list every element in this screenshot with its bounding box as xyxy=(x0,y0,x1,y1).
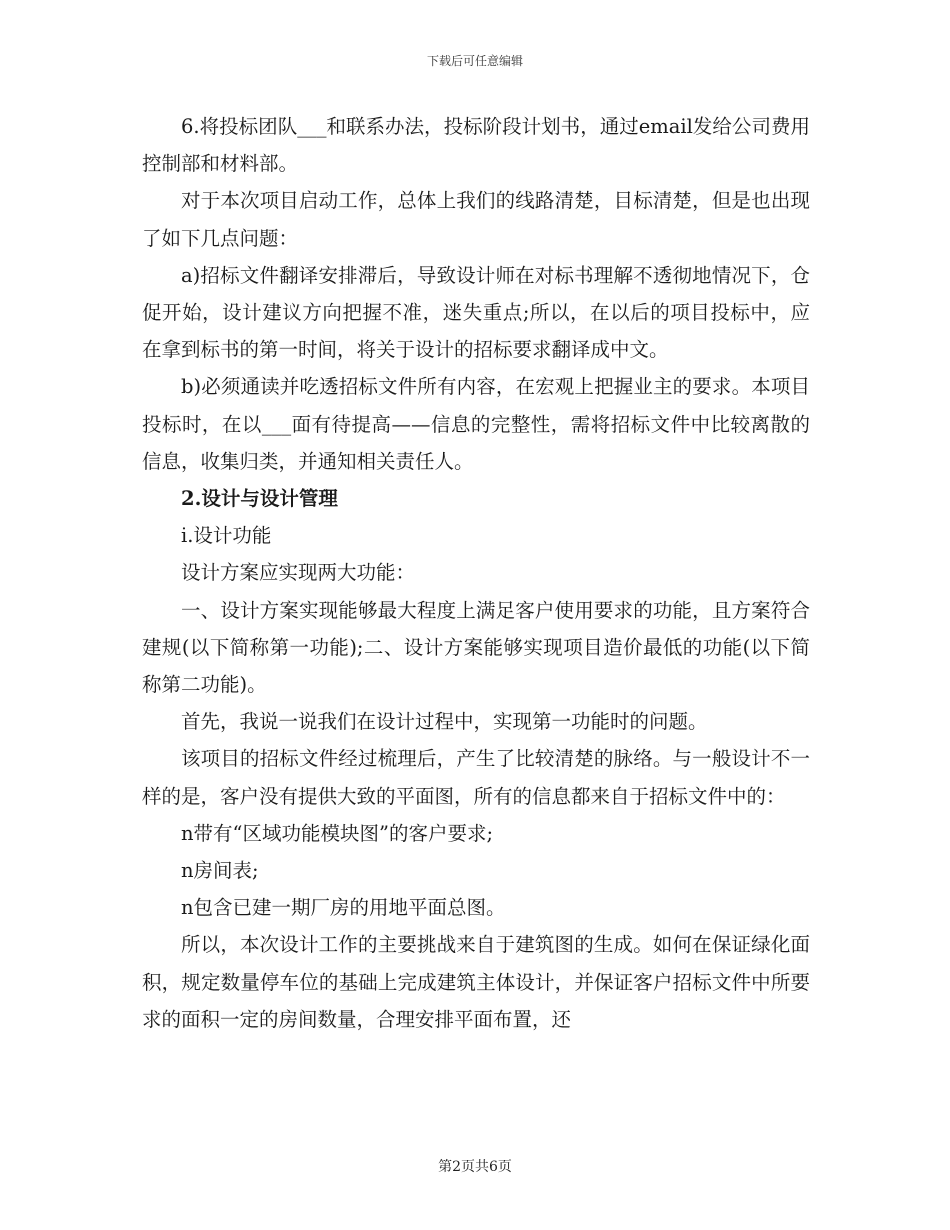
paragraph-two-functions-intro: 设计方案应实现两大功能： xyxy=(181,561,416,585)
paragraph-two-functions: 一、设计方案实现能够最大程度上满足客户使用要求的功能，且方案符合建规(以下简称第一功能);二、设计方案能够实现项目造价最低的功能(以下简称第二功能)。 xyxy=(142,598,810,697)
list-item-room-table: n房间表; xyxy=(181,859,259,883)
paragraph-summary: 对于本次项目启动工作，总体上我们的线路清楚，目标清楚，但是也出现了如下几点问题： xyxy=(142,189,810,250)
paragraph-tender-analysis: 该项目的招标文件经过梳理后，产生了比较清楚的脉络。与一般设计不一样的是，客户没有提供大致的平面图，所有的信息都来自于招标文件中的： xyxy=(142,747,810,808)
list-item-site-plan: n包含已建一期厂房的用地平面总图。 xyxy=(181,896,506,920)
paragraph-step-6: 6.将投标团队___和联系办法，投标阶段计划书，通过email发给公司费用控制部和材料部。 xyxy=(142,115,810,176)
paragraph-first-function-issues: 首先，我说一说我们在设计过程中，实现第一功能时的问题。 xyxy=(181,710,708,734)
paragraph-issue-b: b)必须通读并吃透招标文件所有内容，在宏观上把握业主的要求。本项目投标时，在以___面有待提高——信息的完整性，需将招标文件中比较离散的信息，收集归类，并通知相关责任人。 xyxy=(142,375,810,473)
section-heading-design: 2.设计与设计管理 xyxy=(181,487,338,511)
document-body xyxy=(142,108,810,1038)
page-number: 第2页共6页 xyxy=(438,1159,512,1175)
subsection-heading-design-function: i.设计功能 xyxy=(181,524,272,548)
list-item-client-requirements: n带有“区域功能模块图”的客户要求; xyxy=(181,821,494,845)
page-header: 下载后可任意编辑 xyxy=(426,54,523,68)
paragraph-issue-a: a)招标文件翻译安排滞后，导致设计师在对标书理解不透彻地情况下，仓促开始，设计建议方向把握不准，迷失重点;所以，在以后的项目投标中，应在拿到标书的第一时间，将关于设计的招标要求翻译成中文。 xyxy=(142,263,810,362)
paragraph-main-challenge: 所以，本次设计工作的主要挑战来自于建筑图的生成。如何在保证绿化面积，规定数量停车位的基础上完成建筑主体设计，并保证客户招标文件中所要求的面积一定的房间数量，合理安排平面布置，还 xyxy=(142,933,810,1031)
